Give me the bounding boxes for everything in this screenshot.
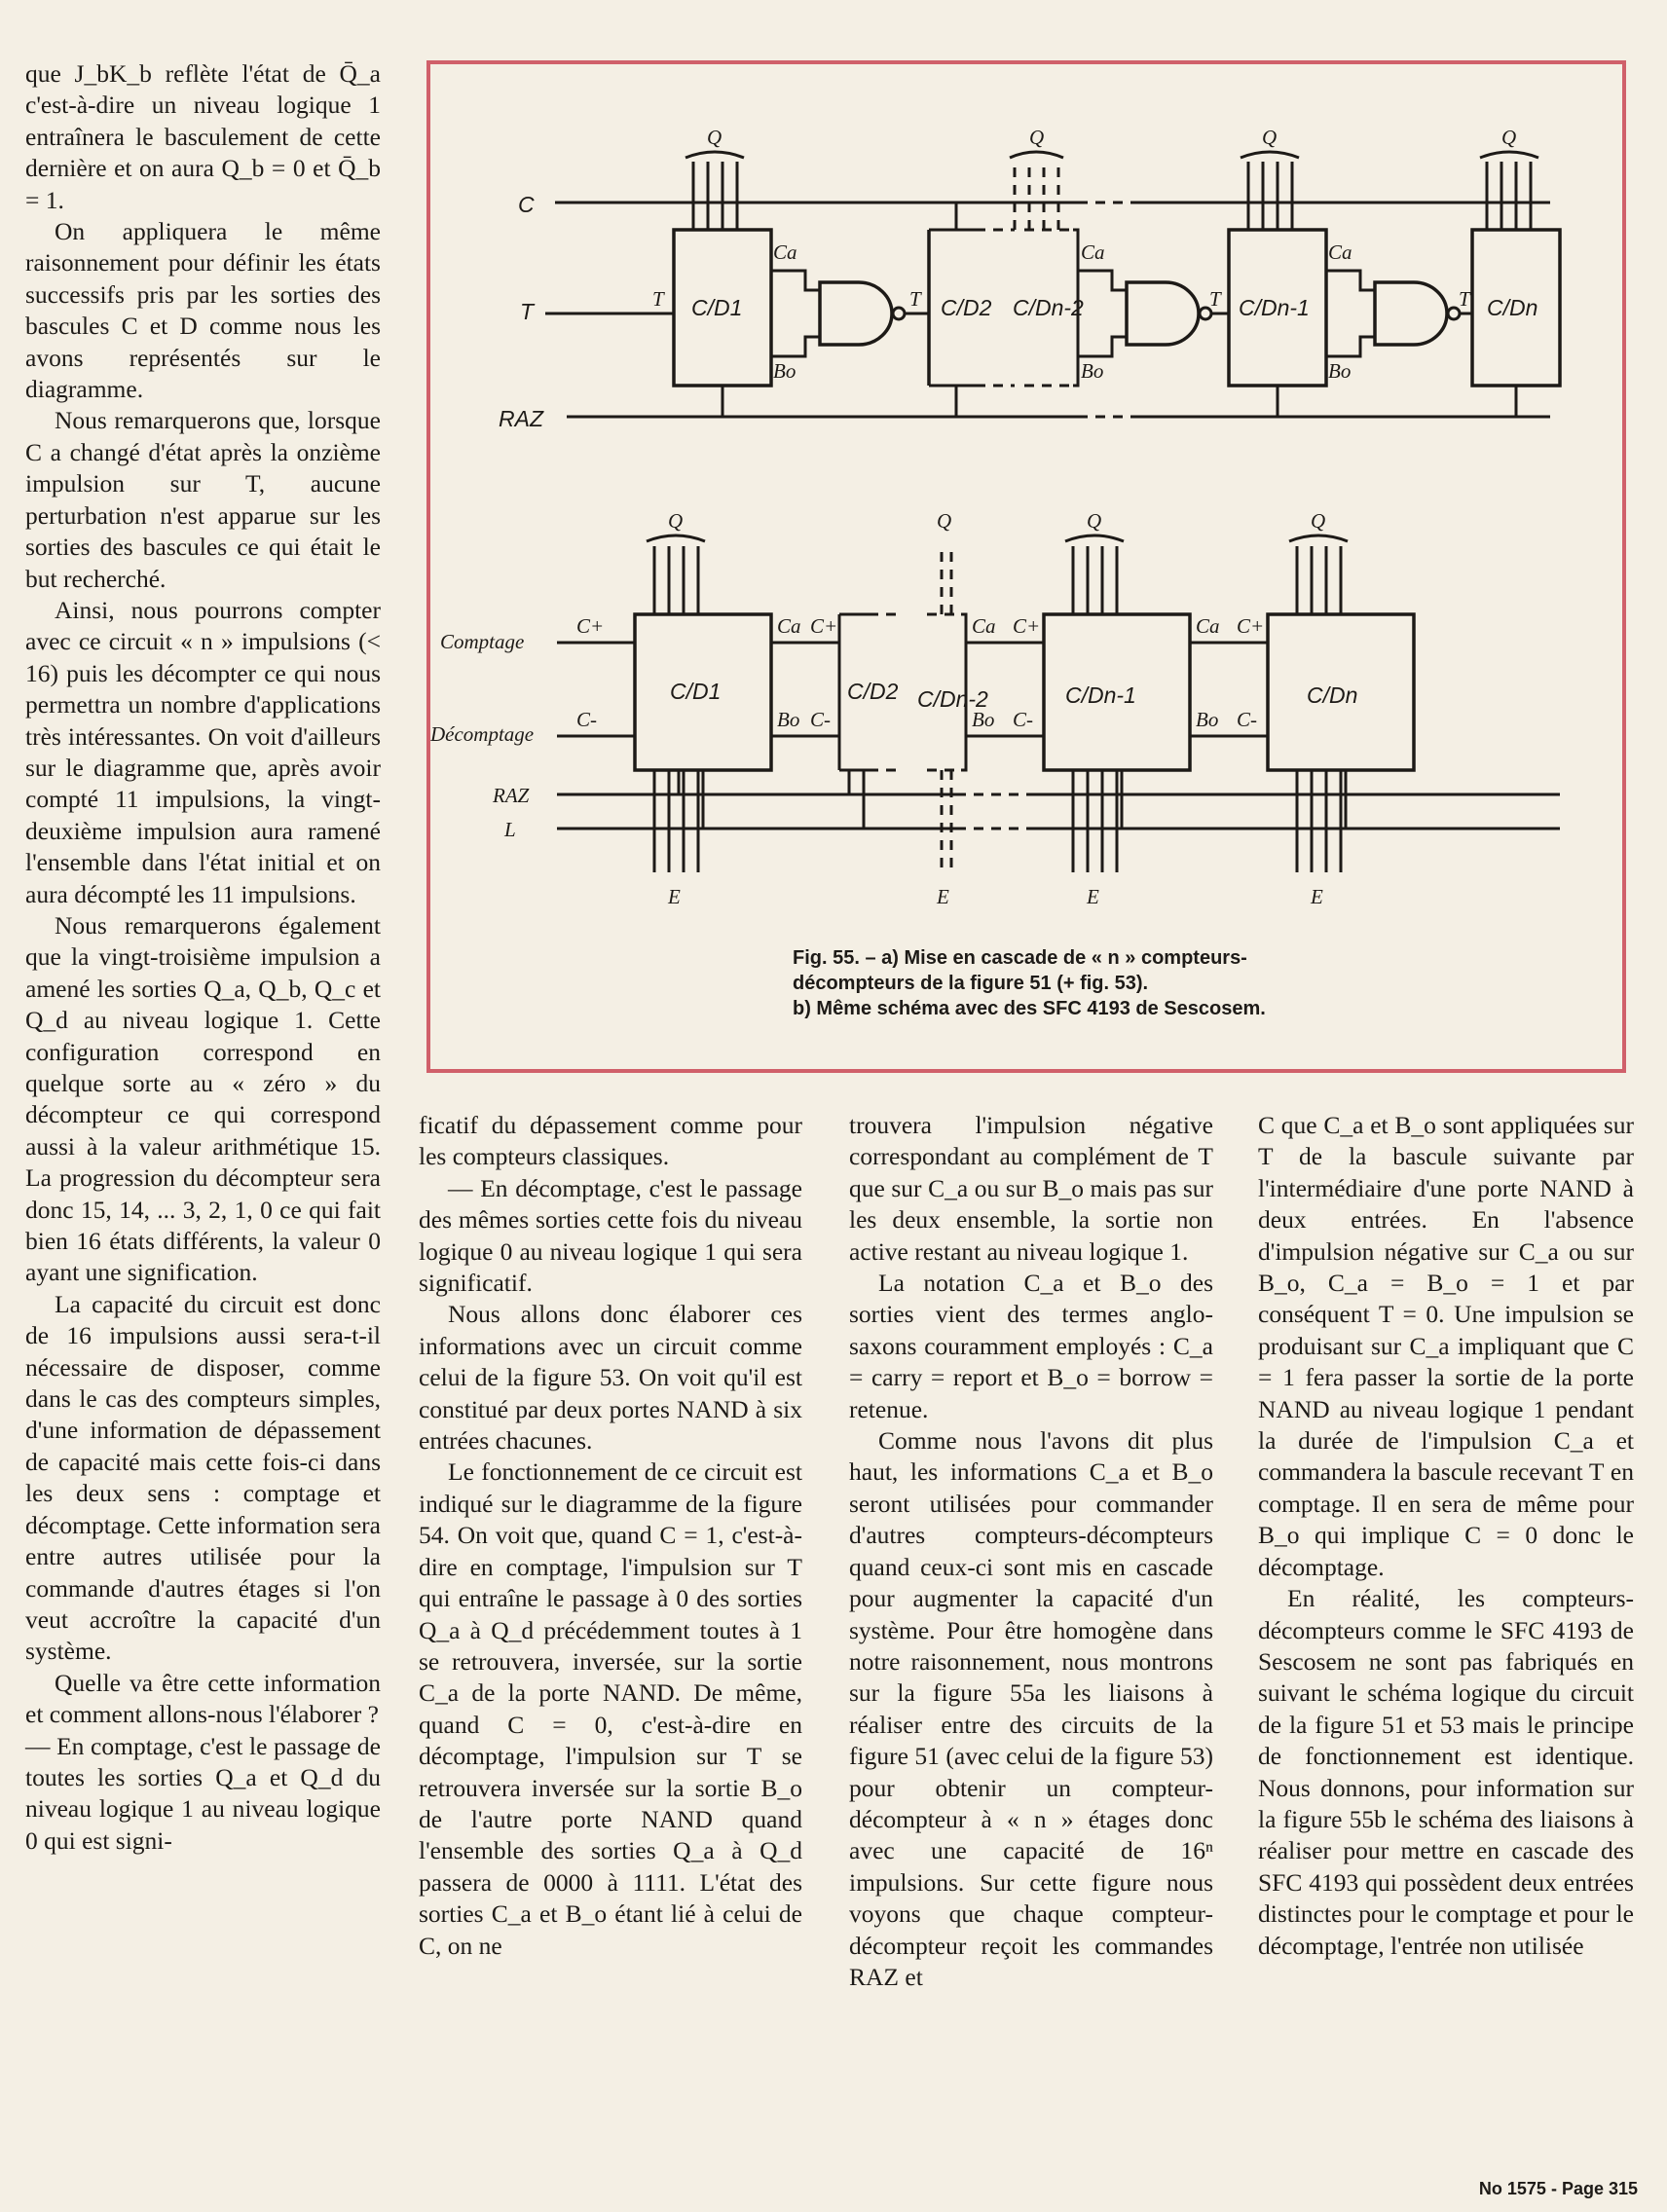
block-label: C/Dn-2 (917, 686, 988, 712)
cminus-pin: C- (1013, 708, 1033, 731)
paragraph: Le fonctionnement de ce circuit est indiqué sur le diagramme de la figure 54. On voit que, quand C = 1, c'est-à-dire en comptage, l'impulsion sur T qui entraîne le passage à 0 des sorties Q_a à Q_d précédemment toutes à 1 se retrouvera, inversée, sur la sortie C_a de la porte NAND. De même, quand C = 0, c'est-à-dire en décomptage, l'impulsion sur T se retrouvera inversée sur la sortie B_o de l'autre porte NAND quand l'ensemble des sorties Q_a à Q_d passera de 0000 à 1111. L'état des sorties C_a et B_o étant lié à celui de C, on ne (419, 1457, 802, 1960)
e-label: E (1311, 885, 1323, 908)
block-label: C/Dn-2 (1013, 295, 1084, 320)
q-label: Q (707, 126, 722, 149)
t-pin: T (1459, 287, 1470, 311)
input-label-l: L (504, 818, 516, 841)
q-label: Q (937, 509, 952, 533)
block-label: C/D1 (670, 679, 722, 704)
paragraph: La capacité du circuit est donc de 16 impulsions aussi sera-t-il nécessaire de disposer, comme dans le cas des compteurs simples, d'une information de dépassement de capacité mais cette fois-ci dans les deux sens : comptage et décomptage. Cette information sera entre autres utilisée pour la commande d'autres étages si l'on veut accroître la capacité d'un système. (25, 1289, 381, 1666)
text-column-4 (1258, 1110, 1634, 1962)
q-label: Q (1311, 509, 1326, 533)
cplus-pin: C+ (810, 614, 838, 638)
ca-label: Ca (1328, 240, 1352, 264)
input-label-comptage: Comptage (440, 630, 525, 653)
cplus-pin: C+ (1013, 614, 1041, 638)
input-label-c: C (518, 192, 535, 217)
caption-line: b) Même schéma avec des SFC 4193 de Sescosem. (793, 998, 1266, 1019)
paragraph: — En décomptage, c'est le passage des mêmes sorties cette fois du niveau logique 0 au niveau logique 1 qui sera significatif. (419, 1173, 802, 1298)
q-label: Q (1501, 126, 1517, 149)
input-label-t: T (520, 299, 535, 324)
ca-label: Ca (1081, 240, 1105, 264)
paragraph: ficatif du dépassement comme pour les compteurs classiques. (419, 1111, 802, 1171)
paragraph: C que C_a et B_o sont appliquées sur T de la bascule suivante par l'intermédiaire d'une porte NAND à deux entrées. En l'absence d'impulsion négative sur C_a ou sur B_o, C_a = B_o = 1 et par conséquent T = 0. Une impulsion se produisant sur C_a impliquant que C = 1 fera passer la sortie de la porte NAND au niveau logique 1 pendant la durée de l'impulsion C_a et commandera la bascule recevant T en comptage. Il en sera de même pour B_o qui implique C = 0 donc le décomptage. (1258, 1111, 1634, 1581)
caption-line: Fig. 55. – a) Mise en cascade de « n » compteurs-décompteurs de la figure 51 (+ fig. 53). (793, 947, 1247, 994)
e-label: E (937, 885, 949, 908)
block-label: C/Dn (1487, 295, 1538, 320)
t-pin: T (652, 287, 664, 311)
text-column-2 (419, 1110, 802, 1962)
bo-label: Bo (1328, 359, 1352, 383)
schematic-diagram (430, 64, 1622, 1069)
paragraph: Ainsi, nous pourrons compter avec ce circuit « n » impulsions (< 16) puis les décompter ce qui nous permettra un nombre d'applications très intéressantes. On voit d'ailleurs sur le diagramme que, après avoir compté 11 impulsions, la vingt-deuxième impulsion aura ramené l'ensemble dans l'état initial et on aura décompté les 11 impulsions. (25, 595, 381, 908)
figure-caption (793, 945, 1338, 1021)
paragraph: La notation C_a et B_o des sorties vient des termes anglo-saxons couramment employés : C_a = carry = report et B_o = borrow = retenue. (849, 1269, 1213, 1423)
cplus-pin: C+ (576, 614, 605, 638)
paragraph: Comme nous l'avons dit plus haut, les informations C_a et B_o seront utilisées pour commander d'autres compteurs-décompteurs quand ceux-ci sont mis en cascade pour augmenter la capacité d'un système. Pour être homogène dans notre raisonnement, nous montrons sur la figure 55a les liaisons à réaliser entre des circuits de la figure 51 (avec celui de la figure 53) pour obtenir un compteur-décompteur à « n » étages donc avec une capacité de 16ⁿ impulsions. Sur cette figure nous voyons que chaque compteur-décompteur reçoit les commandes RAZ et (849, 1426, 1213, 1991)
paragraph: Quelle va être cette information et comment allons-nous l'élaborer ? (25, 1668, 381, 1729)
ca-label: Ca (777, 614, 801, 638)
q-label: Q (668, 509, 684, 533)
bo-label: Bo (773, 359, 796, 383)
figure-55 (426, 60, 1626, 1073)
cminus-pin: C- (576, 708, 597, 731)
paragraph: En réalité, les compteurs-décompteurs comme le SFC 4193 de Sescosem ne sont pas fabriqués en suivant le schéma logique du circuit de la figure 51 et 53 mais le principe de fonctionnement est identique. Nous donnons, pour information sur la figure 55b le schéma des liaisons à réaliser pour mettre en cascade des SFC 4193 qui possèdent deux entrées distinctes pour le comptage et pour le décomptage, l'entrée non utilisée (1258, 1584, 1634, 1960)
nand-gate (1127, 282, 1199, 345)
paragraph: trouvera l'impulsion négative correspondant au complément de T que sur C_a ou sur B_o mais pas sur les deux ensemble, la sortie non active restant au niveau logique 1. (849, 1111, 1213, 1266)
paragraph: On appliquera le même raisonnement pour définir les états successifs pris par les sorties des bascules C et D comme nous les avons représentés sur le diagramme. (25, 217, 381, 404)
paragraph: que J_bK_b reflète l'état de Q̄_a c'est-à-dire un niveau logique 1 entraînera le basculement de cette dernière et on aura Q_b = 0 et Q̄_b = 1. (25, 59, 381, 214)
paragraph: Nous allons donc élaborer ces informations avec un circuit comme celui de la figure 53. On voit qu'il est constitué par deux portes NAND à six entrées chacunes. (419, 1300, 802, 1456)
schematic-a (499, 126, 1560, 431)
nand-gate (820, 282, 892, 345)
schematic-b (430, 509, 1560, 908)
paragraph: Nous remarquerons que, lorsque C a changé d'état après la onzième impulsion sur T, aucune perturbation n'est apparue sur les sorties des bascules ce qui était le but recherché. (25, 406, 381, 593)
bo-label: Bo (972, 708, 995, 731)
text-column-3 (849, 1110, 1213, 1993)
input-label-raz: RAZ (499, 406, 543, 431)
ca-label: Ca (972, 614, 996, 638)
block-label: C/Dn (1307, 682, 1358, 708)
block-label: C/D2 (847, 679, 899, 704)
e-label: E (1087, 885, 1099, 908)
ca-label: Ca (773, 240, 797, 264)
block-label: C/Dn-1 (1239, 295, 1310, 320)
input-label-raz: RAZ (493, 784, 530, 807)
bo-label: Bo (1196, 708, 1219, 731)
cplus-pin: C+ (1237, 614, 1265, 638)
t-pin: T (909, 287, 921, 311)
block-label: C/D1 (691, 295, 743, 320)
block-label: C/Dn-1 (1065, 682, 1136, 708)
paragraph: — En comptage, c'est le passage de toutes les sorties Q_a et Q_d du niveau logique 1 au niveau logique 0 qui est signi- (25, 1731, 381, 1855)
t-pin: T (1209, 287, 1221, 311)
nand-gate (1375, 282, 1447, 345)
e-label: E (668, 885, 681, 908)
block-label: C/D2 (941, 295, 992, 320)
q-label: Q (1087, 509, 1102, 533)
bo-label: Bo (1081, 359, 1104, 383)
cminus-pin: C- (1237, 708, 1257, 731)
paragraph: Nous remarquerons également que la vingt-troisième impulsion a amené les sorties Q_a, Q_b, Q_c et Q_d au niveau logique 1. Cette configuration correspond en quelque sorte au « zéro » du décompteur ce qui correspond aussi à la valeur arithmétique 15. La progression du décompteur sera donc 15, 14, ... 3, 2, 1, 0 ce qui fait bien 16 états différents, la valeur 0 ayant une signification. (25, 910, 381, 1287)
q-label: Q (1029, 126, 1045, 149)
q-label: Q (1262, 126, 1278, 149)
input-label-decomptage: Décomptage (430, 722, 535, 746)
text-column-1 (25, 58, 381, 1857)
ca-label: Ca (1196, 614, 1220, 638)
bo-label: Bo (777, 708, 800, 731)
page-footer: No 1575 - Page 315 (1478, 2179, 1638, 2198)
cminus-pin: C- (810, 708, 831, 731)
